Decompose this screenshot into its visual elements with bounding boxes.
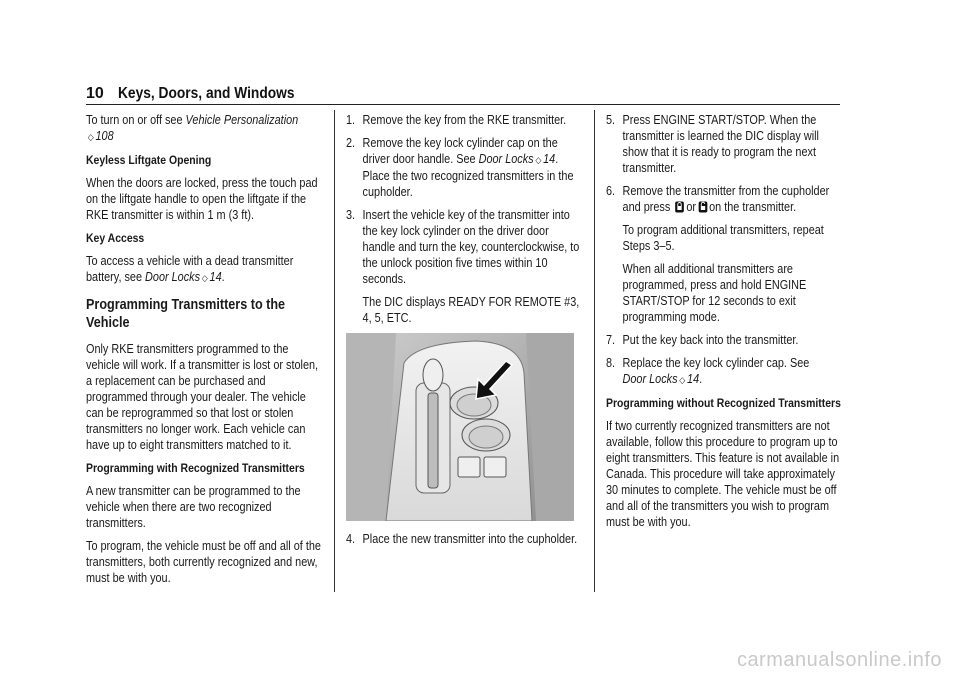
paragraph: If two currently recognized transmitters are not available, follow this procedure to program up to eight transmitters. This feature is not available in Canada. This procedure will take approximately 30 minutes to complete. The vehicle must be off and all of the transmitters you wish to program must be with you. bbox=[606, 419, 840, 529]
list-item bbox=[606, 355, 844, 388]
page-reference[interactable]: 14 bbox=[543, 152, 556, 166]
triangle-arrow-icon: ◇ bbox=[87, 132, 94, 142]
lock-icon bbox=[675, 201, 685, 213]
page-reference[interactable]: 14 bbox=[687, 372, 700, 386]
step-number: 7. bbox=[606, 333, 616, 347]
column-1 bbox=[86, 112, 326, 593]
paragraph: To program, the vehicle must be off and all of the transmitters, both currently recognized and new, must be with you. bbox=[86, 539, 321, 585]
list-item bbox=[606, 332, 844, 348]
unlock-icon bbox=[698, 201, 708, 213]
subheading: Programming without Recognized Transmitters bbox=[606, 396, 841, 410]
section-title: Keys, Doors, and Windows bbox=[118, 85, 295, 102]
list-item bbox=[346, 112, 584, 128]
list-item bbox=[346, 207, 584, 326]
procedure-list bbox=[346, 112, 584, 326]
step-text: Put the key back into the transmitter. bbox=[622, 333, 799, 347]
column-3 bbox=[606, 112, 846, 537]
subheading: Key Access bbox=[86, 231, 145, 245]
procedure-list bbox=[606, 112, 844, 388]
step-text: on the transmitter. bbox=[709, 200, 797, 214]
step-text: Remove the transmitter from the cupholder and press bbox=[622, 184, 830, 214]
step-number: 6. bbox=[606, 184, 616, 198]
list-item bbox=[346, 531, 584, 547]
cross-reference-link[interactable]: Door Locks bbox=[622, 372, 678, 386]
step-note: The DIC displays READY FOR REMOTE #3, 4, 5, ETC. bbox=[362, 295, 580, 325]
paragraph: When the doors are locked, press the touch pad on the liftgate handle to open the liftgate if the RKE transmitter is within 1 m (3 ft). bbox=[86, 176, 318, 222]
step-text: Remove the key lock cylinder cap on the driver door handle. See bbox=[362, 136, 558, 166]
column-divider bbox=[334, 110, 335, 592]
cross-reference-link[interactable]: Door Locks bbox=[478, 152, 534, 166]
list-item bbox=[346, 135, 584, 200]
page-number: 10 bbox=[86, 85, 104, 102]
paragraph: To access a vehicle with a dead transmitter battery, see Door Locks ◇ 14. bbox=[86, 254, 294, 284]
page-reference[interactable]: 14 bbox=[209, 270, 222, 284]
step-text: Place the new transmitter into the cupholder. bbox=[362, 532, 578, 546]
list-item bbox=[606, 183, 844, 325]
subheading: Programming with Recognized Transmitters bbox=[86, 461, 305, 475]
procedure-list bbox=[346, 531, 584, 547]
list-item bbox=[606, 112, 844, 176]
triangle-arrow-icon: ◇ bbox=[679, 375, 686, 385]
column-2 bbox=[346, 112, 586, 554]
triangle-arrow-icon: ◇ bbox=[201, 273, 208, 283]
step-text: Replace the key lock cylinder cap. See bbox=[622, 356, 810, 370]
paragraph: Only RKE transmitters programmed to the vehicle will work. If a transmitter is lost or stolen, a replacement can be purchased and programmed through your dealer. The vehicle can be reprogrammed so that lost or stolen transmitters no longer work. Each vehicle can have up to eight transmitters matched to it. bbox=[86, 342, 319, 452]
column-divider bbox=[594, 110, 595, 592]
body-text: To turn on or off see bbox=[86, 113, 186, 127]
step-text: Insert the vehicle key of the transmitter into the key lock cylinder on the driver door handle and turn the key, counterclockwise, to the unlock position five times within 10 seconds. bbox=[362, 208, 580, 286]
step-number: 8. bbox=[606, 356, 616, 370]
step-number: 4. bbox=[346, 532, 356, 546]
paragraph bbox=[86, 112, 324, 145]
watermark: carmanualsonline.info bbox=[736, 649, 942, 671]
triangle-arrow-icon: ◇ bbox=[535, 155, 542, 165]
cupholder-illustration bbox=[346, 333, 574, 521]
step-number: 5. bbox=[606, 113, 616, 127]
step-number: 3. bbox=[346, 208, 356, 222]
step-text: Press ENGINE START/STOP. When the transmitter is learned the DIC display will show that it is ready to program the next transmitter. bbox=[622, 113, 819, 175]
cross-reference-link[interactable]: Door Locks bbox=[145, 270, 201, 284]
subheading: Keyless Liftgate Opening bbox=[86, 153, 212, 167]
body-text: To access a vehicle with a dead transmitter battery, see bbox=[86, 254, 294, 284]
cross-reference-link[interactable]: Vehicle Personalization bbox=[185, 113, 299, 127]
step-text: Remove the key from the RKE transmitter. bbox=[362, 113, 567, 127]
page-header bbox=[86, 84, 840, 105]
section-heading: Programming Transmitters to the Vehicle bbox=[86, 297, 286, 331]
step-text: . bbox=[699, 372, 703, 386]
step-note: When all additional transmitters are programmed, press and hold ENGINE START/STOP for 12 seconds to exit programming mode. bbox=[622, 262, 807, 324]
paragraph: A new transmitter can be programmed to the vehicle when there are two recognized transmitters. bbox=[86, 484, 301, 530]
step-text: . Place the two recognized transmitters in the cupholder. bbox=[362, 152, 574, 199]
step-text: or bbox=[686, 200, 697, 214]
page-reference[interactable]: 108 bbox=[95, 129, 114, 143]
step-number: 1. bbox=[346, 113, 356, 127]
step-number: 2. bbox=[346, 136, 356, 150]
step-note: To program additional transmitters, repeat Steps 3–5. bbox=[622, 223, 824, 253]
